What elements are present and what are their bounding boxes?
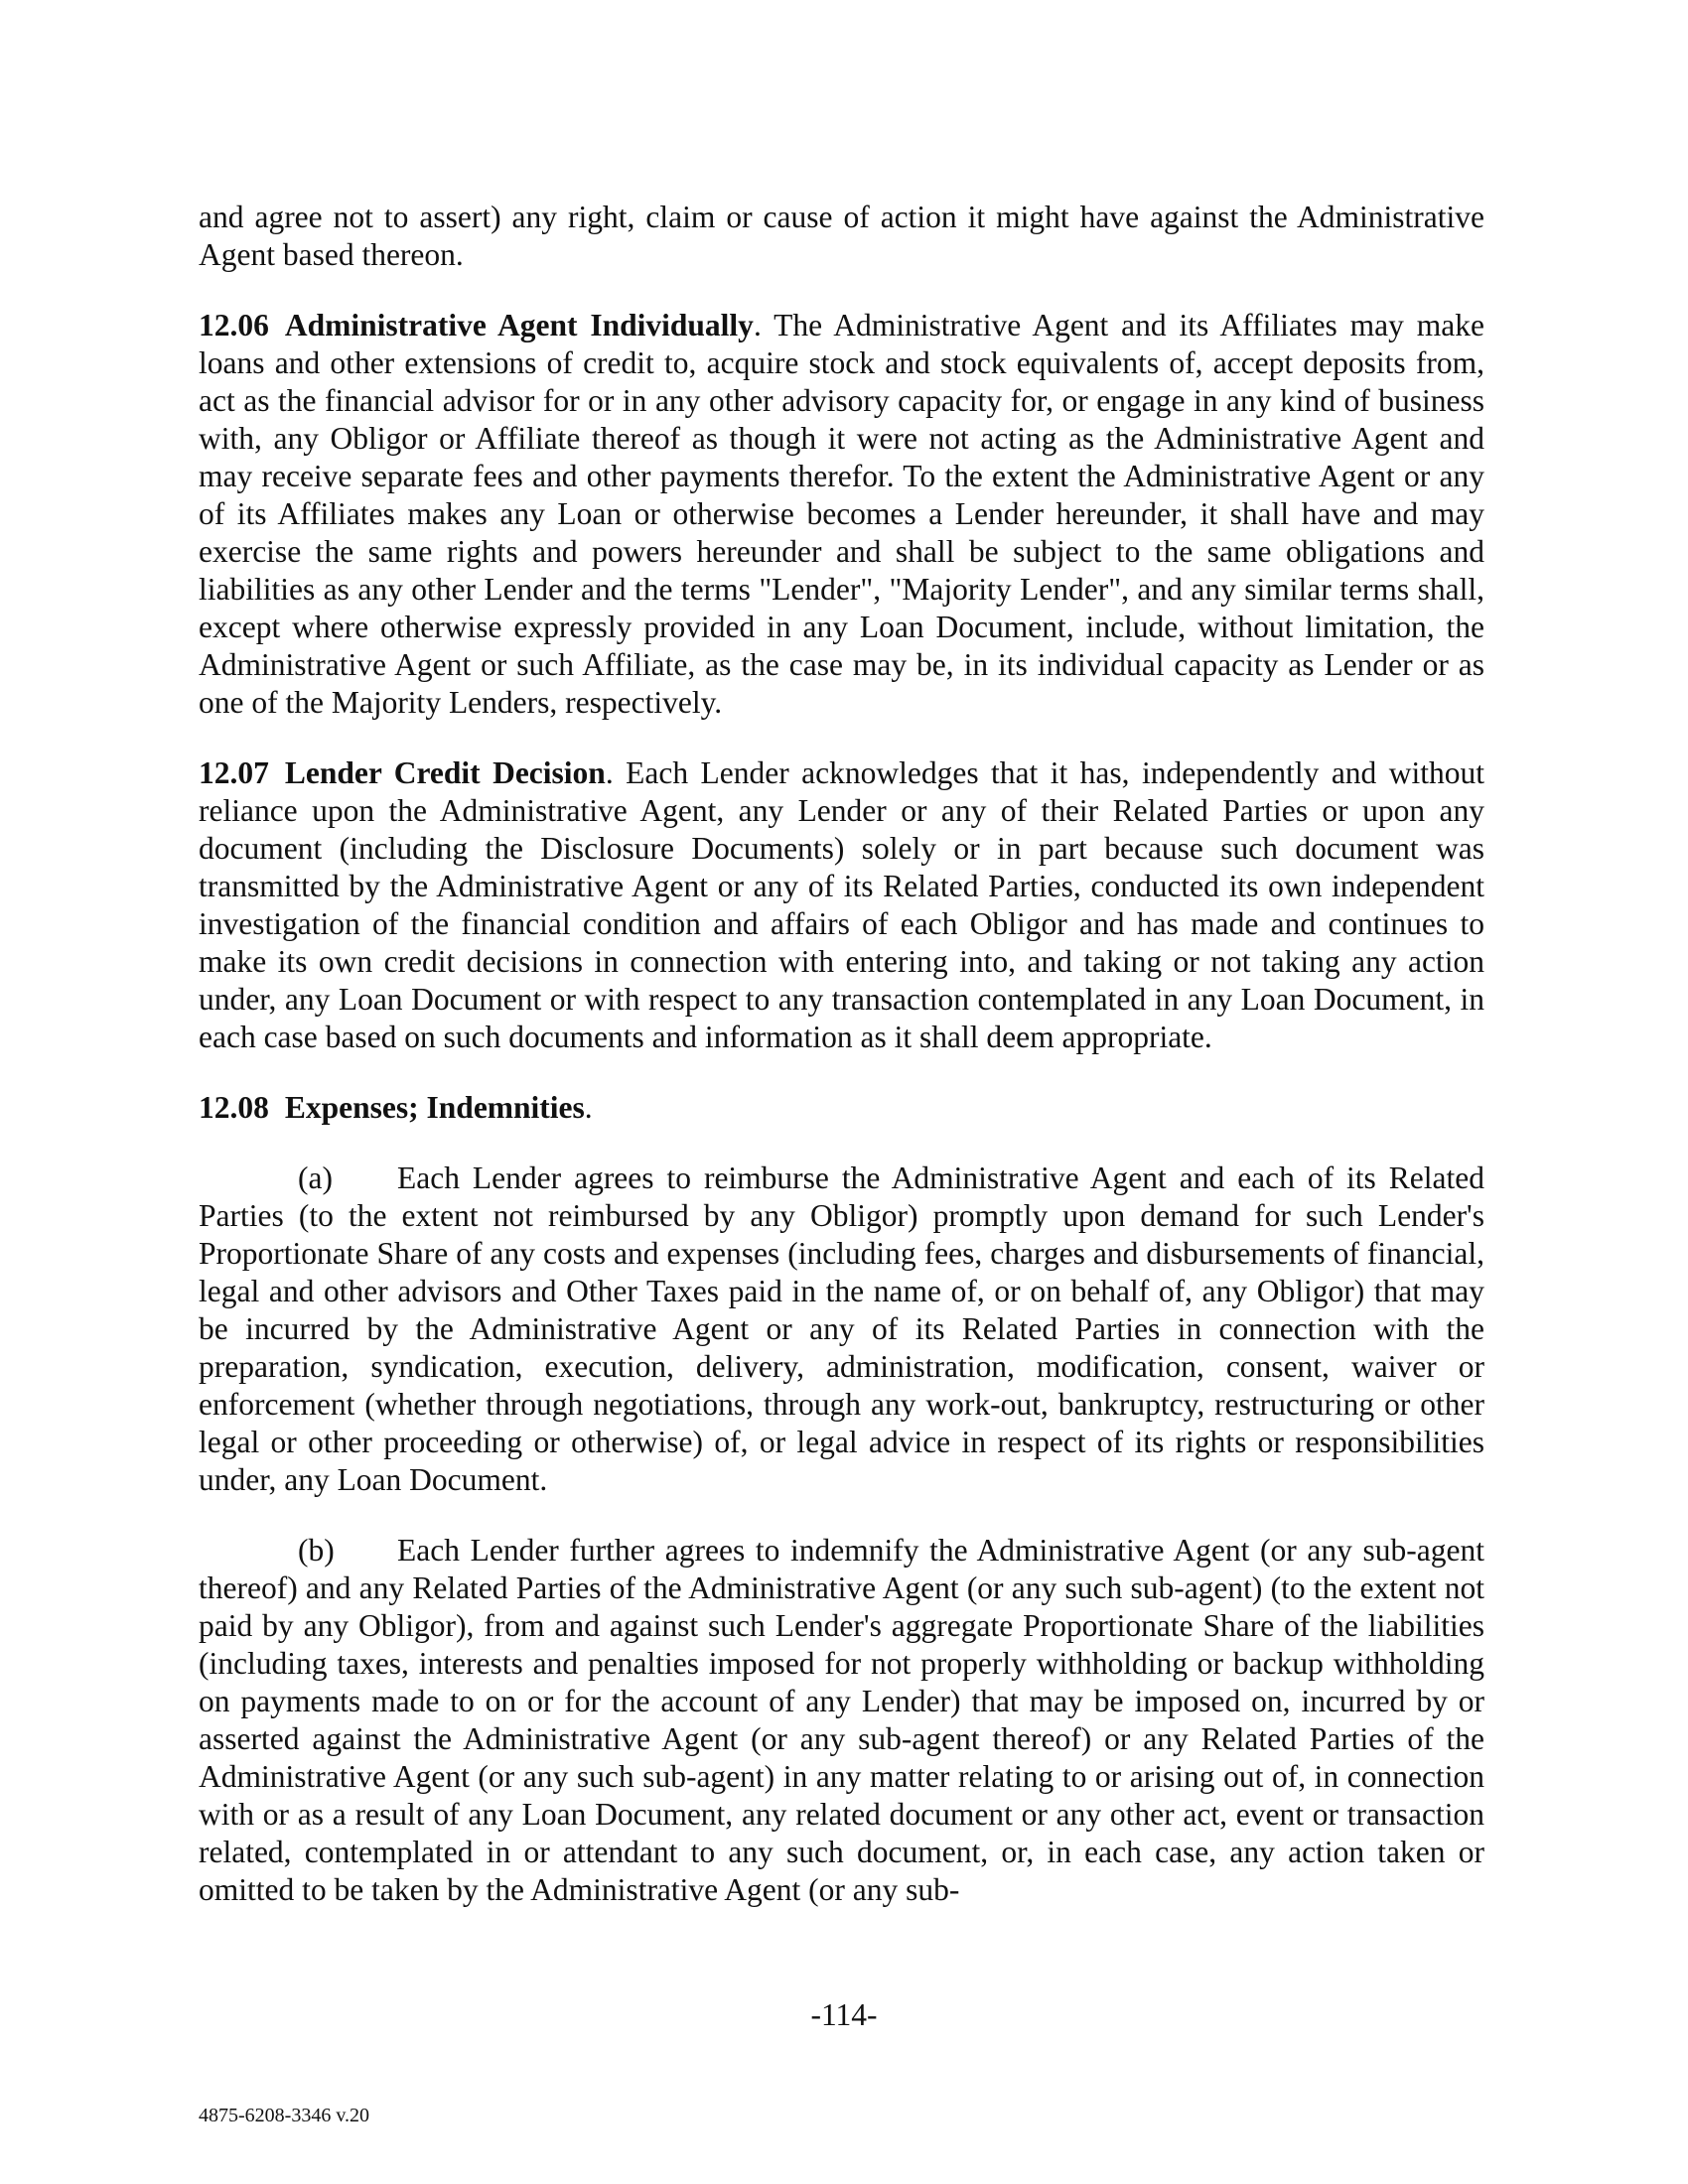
document-id: 4875-6208-3346 v.20 [199,2105,370,2126]
document-body [199,199,1484,1942]
section-text: Each Lender acknowledges that it has, independently and without reliance upon the Administrative Agent, any Lender or any of their Related Parties or upon any document (including the Disclosure Documents) solely or in part because such document was transmitted by the Administrative Agent or any of its Related Parties, conducted its own independent investigation of the financial condition and affairs of each Obligor and has made and continues to make its own credit decisions in connection with entering into, and taking or not taking any action under, any Loan Document or with respect to any transaction contemplated in any Loan Document, in each case based on such documents and information as it shall deem appropriate. [199,755,1484,1054]
page-number: -114- [810,1997,878,2032]
section-text: The Administrative Agent and its Affiliates may make loans and other extensions of credit to, acquire stock and stock equivalents of, accept deposits from, act as the financial advisor for or in any other advisory capacity for, or engage in any kind of business with, any Obligor or Affiliate thereof as though it were not acting as the Administrative Agent and may receive separate fees and other payments therefor. To the extent the Administrative Agent or any of its Affiliates makes any Loan or otherwise becomes a Lender hereunder, it shall have and may exercise the same rights and powers hereunder and shall be subject to the same obligations and liabilities as any other Lender and the terms "Lender", "Majority Lender", and any similar terms shall, except where otherwise expressly provided in any Loan Document, include, without limitation, the Administrative Agent or such Affiliate, as the case may be, in its individual capacity as Lender or as one of the Majority Lenders, respectively. [199,308,1484,720]
section-12-07 [199,754,1484,1056]
section-title: Lender Credit Decision [284,755,606,790]
clause-text: Each Lender agrees to reimburse the Administrative Agent and each of its Related Parties (to the extent not reimbursed by any Obligor) promptly upon demand for such Lender's Proportionate Share of any costs and expenses (including fees, charges and disbursements of financial, legal and other advisors and Other Taxes paid in the name of, or on behalf of, any Obligor) that may be incurred by the Administrative Agent or any of its Related Parties in connection with the preparation, syndication, execution, delivery, administration, modification, consent, waiver or enforcement (whether through negotiations, through any work-out, bankruptcy, restructuring or other legal or other proceeding or otherwise) of, or legal advice in respect of its rights or responsibilities under, any Loan Document. [199,1160,1484,1497]
section-number: 12.08 [199,1090,269,1125]
section-number: 12.07 [199,755,269,790]
clause-b [199,1532,1484,1909]
section-12-06 [199,307,1484,722]
clause-label: (b) [298,1533,335,1568]
clause-label: (a) [298,1160,333,1195]
section-title: Administrative Agent Individually [284,308,754,342]
clause-text: Each Lender further agrees to indemnify the Administrative Agent (or any sub-agent thereof) and any Related Parties of the Administrative Agent (or any such sub-agent) (to the extent not paid by any Obligor), from and against such Lender's aggregate Proportionate Share of the liabilities (including taxes, interests and penalties imposed for not properly withholding or backup withholding on payments made to on or for the account of any Lender) that may be imposed on, incurred by or asserted against the Administrative Agent (or any sub-agent thereof) or any Related Parties of the Administrative Agent (or any such sub-agent) in any matter relating to or arising out of, in connection with or as a result of any Loan Document, any related document or any other act, event or transaction related, contemplated in or attendant to any such document, or, in each case, any action taken or omitted to be taken by the Administrative Agent (or any sub- [199,1533,1484,1907]
section-title-punct: . [753,308,762,342]
section-title-punct: . [605,755,614,790]
continuation-paragraph: and agree not to assert) any right, claim or cause of action it might have against the Administrative Agent based thereon. [199,200,1484,272]
clause-a [199,1160,1484,1499]
section-number: 12.06 [199,308,269,342]
section-title: Expenses; Indemnities [284,1090,585,1125]
section-title-punct: . [584,1090,593,1125]
section-12-08-heading [199,1089,1484,1127]
